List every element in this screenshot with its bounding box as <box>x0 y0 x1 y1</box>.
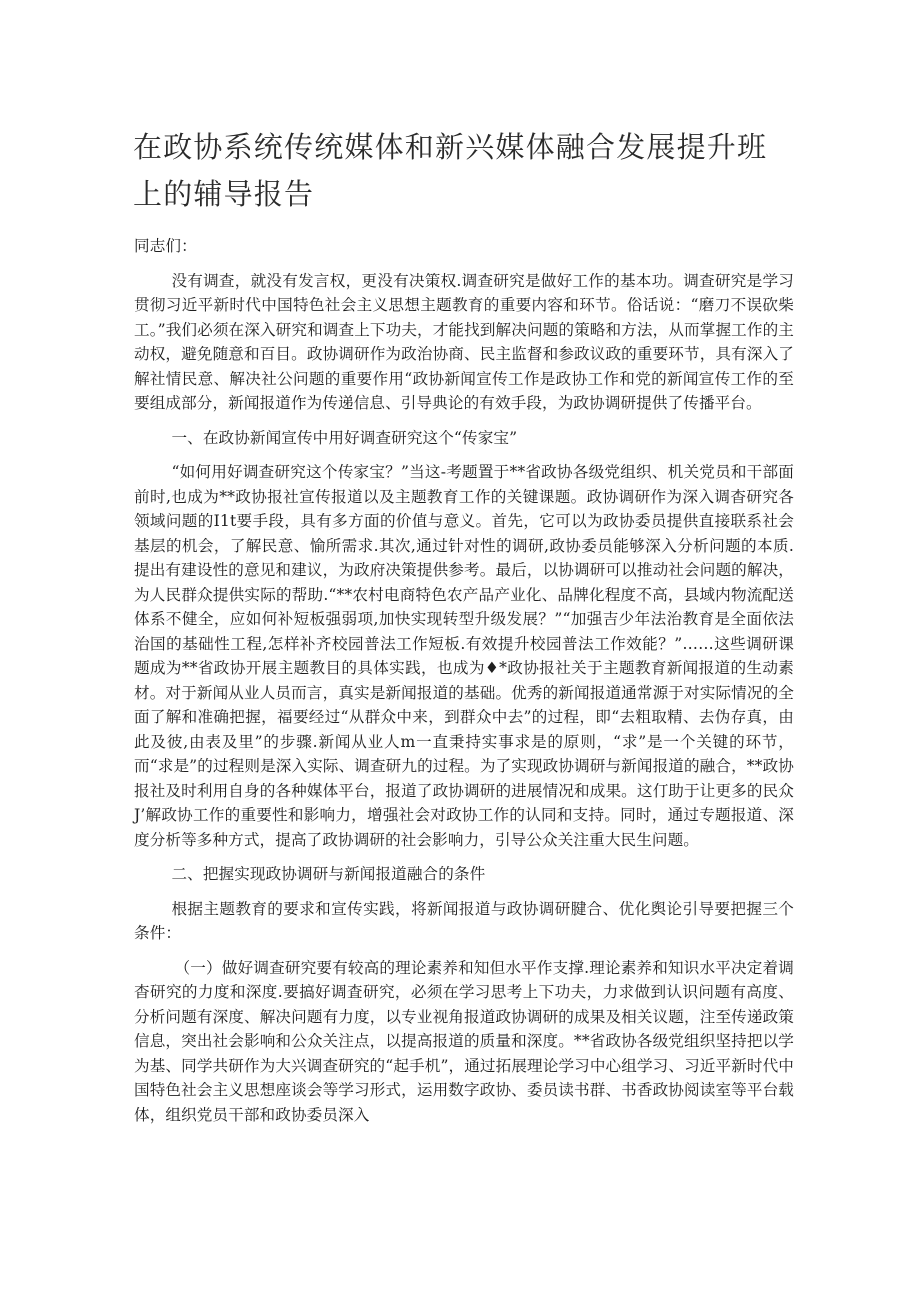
paragraph-intro: 没有调查，就没有发言权，更没有决策权.调查研究是做好工作的基本功。调查研究是学习贯彻习近平新时代中国特色社会主义思想主题教育的重要内容和环节。俗话说：“磨刀不误砍柴工。”我们必须在深入研究和调查上下功夫，才能找到解决问题的策略和方法，从而掌握工作的主动权，避免随意和百目。政协调研作为政治协商、民主监督和参政议政的重要环节，具有深入了解社情民意、解决社公问题的重要作用“政协新闻宣传工作是政协工作和党的新闻宣传工作的至要组成部分，新闻报道作为传递信息、引导典论的有效手段，为政协调研提供了传播平台。 <box>134 271 794 412</box>
paragraph-conditions-intro: 根据主题教育的要求和宣传实践，将新闻报道与政协调研腱合、优化舆论引导要把握三个条件： <box>134 899 794 942</box>
paragraph-condition-1: （一）做好调查研究要有较高的理论素养和知但水平作支撑.理论素养和知识水平决定着调杳研究的力度和深度.要搞好调査研究，必须在学习思考上下功夫，力求做到认识问题有高度、分析问题有深度、解决问题有力度，以专业视角报道政协调研的成果及相关议题，注至传递政策信息，突出社会影响和公众关注点，以提高报道的质量和深度。**省政协各级党组织坚持把以学为基、同学共研作为大兴调查研究的“起手机”，通过拓展理论学习中心组学习、习近平新时代中国特色社会主义思想座谈会等学习形式，运用数字政协、委员读书群、书香政协阅读室等平台载体，组织党员干部和政协委员深入 <box>134 958 794 1124</box>
salutation: 同志们： <box>134 237 197 255</box>
section-heading-1: 一、在政协新闻宣传中用好调查研究这个“传家宝” <box>171 428 518 447</box>
document-body <box>134 234 794 1127</box>
paragraph-section-1: “如何用好调查研究这个传家宝？”当这-考题置于**省政协各级党组织、机关党员和干部面前时,也成为**政协报社宣传报道以及主题教育工作的关键课题。政协调研作为深入调杳研究各领域问题的I1t要手段，具有多方面的价值与意义。首先，它可以为政协委员提供直接联系社会基层的机会，了解民意、愉所需求.其次,通过针对性的调研,政协委员能够深入分析问题的本质.提出有建设性的意见和建议，为政府决策提供参考。最后，以协调研可以推动社会问题的解决，为人民群众提供实际的帮助.“**农村电商特色农产品产业化、品牌化程度不高，县域内物流配送体系不健全，应如何补短板强弱项,加快实现转型升级发展？”“加强吉少年法治教育是全面依法治国的基础性工程,怎样补齐校园普法工作短板.有效提升校园普法工作效能？”……这些调研课题成为**省政协开展主题教目的具体实践，也成为♦*政协报社关于主题教育新闻报道的生动素材。对于新闻从业人员而言，真实是新闻报道的基础。优秀的新闻报道通常源于对实际情况的全面了解和准确把握，福要经过“从群众中来，到群众中去”的过程，即“去粗取精、去伪存真，由此及彼,由表及里”的步骤.新闻从业人m一直秉持实事求是的原则，“求”是一个关键的环节，而“求是”的过程则是深入实际、调查研九的过程。为了实现政协调研与新闻报道的融合，**政协报社及时利用自身的各种媒体平台，报道了政协调研的进展情况和成果。这仃助于让更多的民众J’解政协工作的重要性和影响力，增强社会对政协工作的认同和支持。同时，通过专题报道、深度分析等多种方式，提高了政协调研的社会影响力，引导公众关注重大民生问题。 <box>134 463 794 849</box>
section-heading-2: 二、把握实现政协调研与新闻报道融合的条件 <box>171 865 486 883</box>
document-title: 在政协系统传统媒体和新兴媒体融合发展提升班上的辅导报告 <box>133 130 768 211</box>
